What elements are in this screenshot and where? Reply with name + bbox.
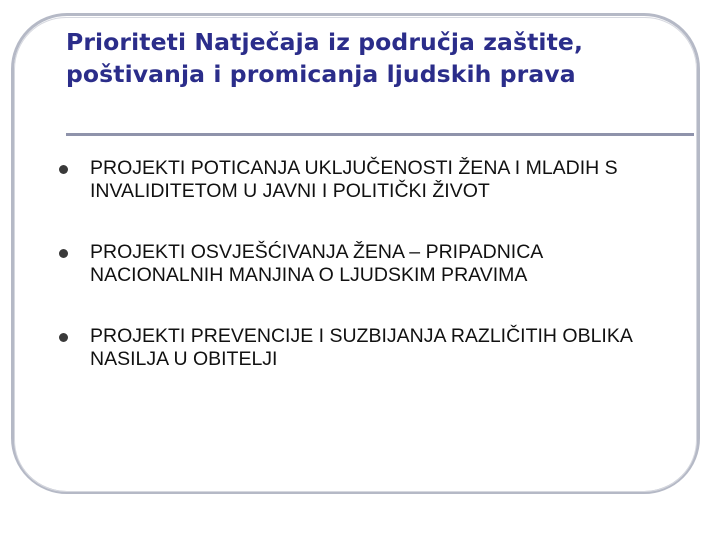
bullet-dot-icon: [59, 333, 68, 342]
bullet-list: [56, 157, 676, 371]
slide-title: Prioriteti Natječaja iz područja zaštite, poštivanja i promicanja ljudskih prava: [66, 28, 583, 88]
bullet-text: PROJEKTI OSVJEŠĆIVANJA ŽENA – PRIPADNICA NACIONALNIH MANJINA O LJUDSKIM PRAVIMA: [90, 241, 543, 286]
bullet-text: PROJEKTI POTICANJA UKLJUČENOSTI ŽENA I MLADIH S INVALIDITETOM U JAVNI I POLITIČKI ŽIVOT: [90, 157, 618, 202]
title-underline: [66, 133, 694, 136]
bullet-text: PROJEKTI PREVENCIJE I SUZBIJANJA RAZLIČITIH OBLIKA NASILJA U OBITELJI: [90, 325, 632, 370]
bullet-dot-icon: [59, 165, 68, 174]
bullet-item: [56, 325, 676, 371]
bullet-item: [56, 157, 676, 203]
bullet-dot-icon: [59, 249, 68, 258]
bullet-item: [56, 241, 676, 287]
